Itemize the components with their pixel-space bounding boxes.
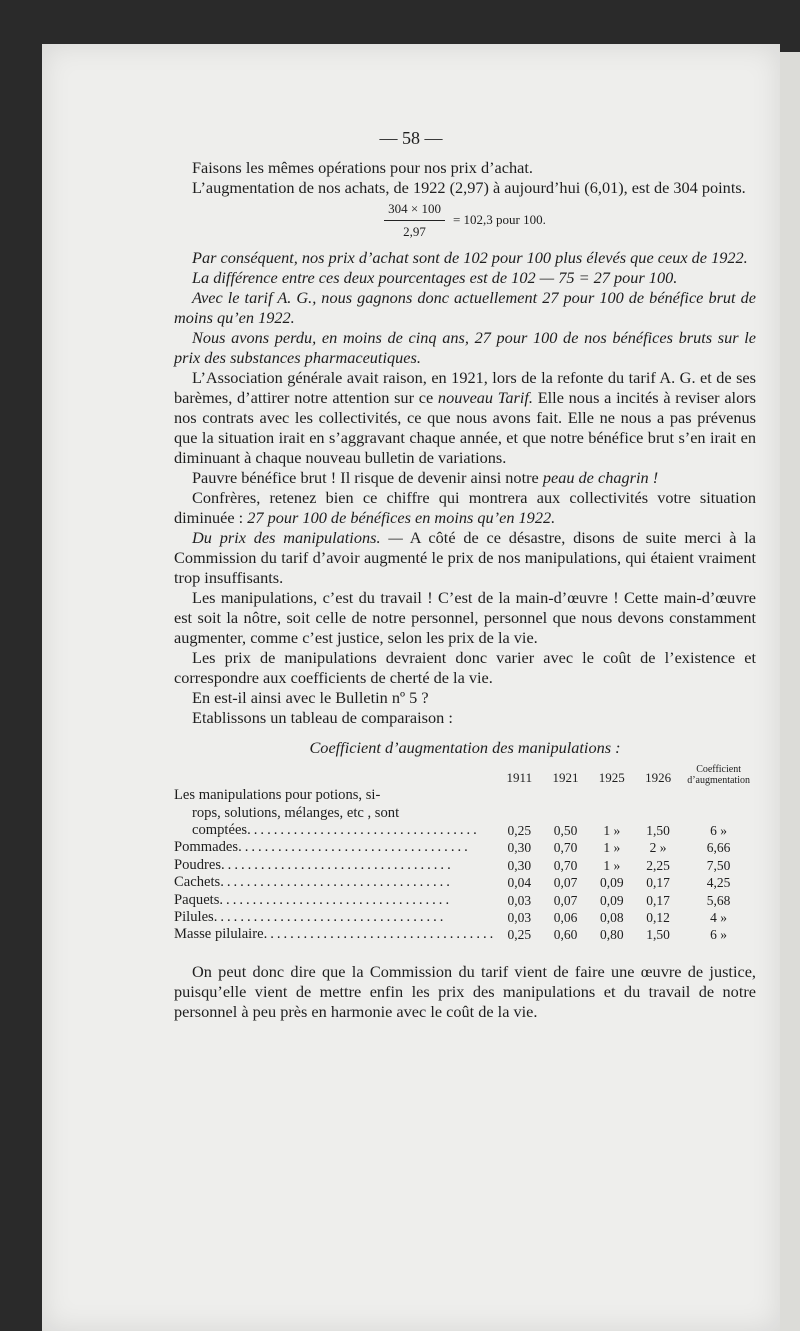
- row-label-text: Masse pilulaire: [174, 926, 264, 943]
- table-header-year: 1921: [552, 769, 579, 785]
- cell-1925: 0,08: [599, 910, 624, 926]
- text-run: A côté de ce désastre, disons de suite merci à la Commission du tarif d’avoir augmenté le prix de nos manipulations, qui étaient vraiment trop insuffisants.: [174, 528, 756, 587]
- cell-1911: 0,03: [507, 892, 532, 908]
- cell-1921: 0,70: [553, 840, 578, 856]
- cell-1911: 0,25: [507, 927, 532, 943]
- cell-coefficient: 6,66: [706, 840, 731, 856]
- cell-coefficient: 7,50: [706, 857, 731, 873]
- cell-1921: 0,50: [553, 823, 578, 838]
- cell-coefficient: 6 »: [710, 927, 728, 943]
- cell-1921: 0,07: [553, 892, 578, 908]
- cell-1911: 0,30: [507, 857, 532, 873]
- row-label-text: Paquets: [174, 891, 220, 908]
- paragraph-association: [174, 368, 756, 468]
- table-row: [174, 909, 756, 926]
- cell-1925: 0,09: [599, 892, 624, 908]
- leader-dots: ...................................: [247, 822, 480, 838]
- cell-1926: 0,17: [646, 875, 670, 891]
- cell-1925: 0,09: [599, 875, 624, 891]
- cell-1926: 2,25: [646, 857, 670, 873]
- row-label-text: Cachets: [174, 874, 221, 891]
- row-label-text: Pilules: [174, 909, 214, 926]
- label-line: Les manipulations pour potions, si-: [174, 787, 381, 803]
- fraction-numerator: 304 × 100: [384, 199, 445, 221]
- cell-1926: 1,50: [646, 823, 670, 838]
- row-label: [174, 839, 496, 856]
- row-label-text: Pommades: [174, 839, 239, 856]
- table-row: [174, 892, 756, 909]
- paragraph-difference: La différence entre ces deux pourcentages est de 102 — 75 = 27 pour 100.: [192, 268, 678, 287]
- text-run: L’Association générale avait raison, en 1921, lors de la refonte du tarif A. G. et de ses barèmes, d’attirer notre attention sur ce: [174, 368, 756, 407]
- label-line: rops, solutions, mélanges, etc , sont: [192, 805, 400, 821]
- cell-1921: 0,60: [553, 927, 578, 943]
- paragraph-main-oeuvre: Les manipulations, c’est du travail ! C’est de la main-d’œuvre ! Cette main-d’œuvre est soit la nôtre, soit celle de notre personnel, personnel que nous devons constamment augmenter, comme c’est justice, selon les prix de la vie.: [174, 588, 756, 647]
- paragraph-tarif: Avec le tarif A. G., nous gagnons donc actuellement 27 pour 100 de bénéfice brut de moins qu’en 1922.: [174, 288, 756, 327]
- row-label: [174, 926, 496, 943]
- row-label: [174, 822, 496, 839]
- page-number: — 58 —: [379, 128, 443, 148]
- cell-1925: 1 »: [603, 840, 621, 856]
- formula-result: = 102,3 pour 100.: [452, 212, 546, 227]
- table-row: [174, 839, 756, 856]
- table-header-coefficient: [681, 764, 756, 786]
- leader-dots: ...................................: [219, 891, 453, 908]
- table-row: [174, 822, 756, 839]
- table-header-year: 1925: [598, 769, 625, 785]
- paragraph-perdu: Nous avons perdu, en moins de cinq ans, 27 pour 100 de nos bénéfices bruts sur le prix des substances pharmaceutiques.: [174, 328, 756, 367]
- paragraph-etablissons: Etablissons un tableau de comparaison :: [192, 708, 453, 727]
- leader-dots: ...................................: [221, 856, 454, 873]
- cell-1911: 0,03: [507, 910, 532, 926]
- cell-1921: 0,07: [553, 875, 578, 891]
- cell-coefficient: 5,68: [706, 892, 731, 908]
- leader-dots: ...................................: [238, 839, 471, 856]
- row-label: [174, 892, 496, 909]
- cell-1926: 0,17: [646, 892, 670, 908]
- coef-header-line: d’augmentation: [687, 775, 750, 786]
- page-body: [174, 158, 756, 1022]
- fraction-denominator: 2,97: [403, 223, 426, 239]
- text-run-italic: 27 pour 100 de bénéfices en moins qu’en 1922.: [247, 508, 556, 527]
- table-title: Coefficient d’augmentation des manipulations :: [309, 738, 621, 757]
- cell-1911: 0,25: [507, 823, 532, 838]
- table-header-row: [174, 764, 756, 786]
- coef-header-line: Coefficient: [696, 764, 741, 775]
- table-row: [174, 874, 756, 891]
- section-heading: Du prix des manipulations. —: [192, 528, 403, 547]
- paragraph-pauvre: [174, 468, 756, 488]
- paragraph-augmentation: L’augmentation de nos achats, de 1922 (2,97) à aujourd’hui (6,01), est de 304 points.: [192, 178, 746, 197]
- formula: [174, 200, 756, 240]
- paragraph-question: En est-il ainsi avec le Bulletin nº 5 ?: [192, 688, 429, 707]
- table-row-intro-label: [174, 786, 756, 822]
- cell-coefficient: 4 »: [710, 910, 728, 926]
- table-row-intro: [174, 786, 756, 822]
- paragraph-conclusion: On peut donc dire que la Commission du tarif vient de faire une œuvre de justice, puisqu’elle vient de mettre enfin les prix des manipulations et du travail de notre personnel à peu près en harmonie avec le coût de la vie.: [174, 961, 756, 1021]
- cell-1925: 1 »: [603, 823, 621, 838]
- cell-1911: 0,30: [507, 840, 532, 856]
- text-run-italic: peau de chagrin !: [542, 468, 659, 487]
- paragraph-prix-manipulations: Les prix de manipulations devraient donc varier avec le coût de l’existence et correspondre aux coefficients de cherté de la vie.: [174, 648, 756, 687]
- row-label: [174, 909, 496, 926]
- cell-1926: 1,50: [646, 927, 670, 943]
- leader-dots: ...................................: [213, 909, 447, 926]
- adjacent-page-edge: [780, 52, 800, 1331]
- text-run: Pauvre bénéfice brut ! Il risque de devenir ainsi notre: [192, 468, 543, 487]
- paragraph-consequence: Par conséquent, nos prix d’achat sont de 102 pour 100 plus élevés que ceux de 1922.: [192, 248, 748, 267]
- cell-1925: 0,80: [599, 927, 624, 943]
- cell-1926: 2 »: [649, 840, 667, 856]
- table-row: [174, 926, 756, 943]
- cell-coefficient: 6 »: [710, 823, 728, 838]
- row-label-text: Poudres: [174, 856, 222, 873]
- text-run: Confrères, retenez bien ce chiffre qui montrera aux collectivités votre situation diminuée :: [174, 488, 756, 527]
- leader-dots: ...................................: [220, 874, 453, 891]
- row-label: [174, 874, 496, 891]
- cell-1925: 1 »: [603, 857, 621, 873]
- cell-1926: 0,12: [646, 910, 670, 926]
- cell-1911: 0,04: [507, 875, 532, 891]
- paragraph-manipulations: [174, 528, 756, 588]
- table-header-year: 1911: [506, 769, 533, 785]
- cell-coefficient: 4,25: [706, 875, 731, 891]
- cell-1921: 0,70: [553, 857, 578, 873]
- table-header-year: 1926: [645, 769, 672, 785]
- text-run: Elle nous a incités à reviser alors nos contrats avec les collectivités, ce que nous avons fait. Elle ne nous a pas prévenus que la situation irait en s’aggravant chaque année, et que notre bénéfice brut s’en irait en diminuant à chaque nouveau bulletin de variations.: [174, 388, 756, 467]
- paragraph-confreres: [174, 488, 756, 528]
- row-label: [174, 857, 496, 874]
- row-label-text: comptées: [192, 822, 248, 838]
- paragraph-intro: Faisons les mêmes opérations pour nos prix d’achat.: [192, 158, 533, 177]
- cell-1921: 0,06: [553, 910, 578, 926]
- table-header-label: [174, 764, 496, 786]
- fraction: [384, 199, 445, 242]
- table-row: [174, 857, 756, 874]
- comparison-table: [174, 764, 756, 944]
- leader-dots: ...................................: [263, 926, 497, 943]
- text-run-italic: nouveau Tarif.: [437, 388, 533, 407]
